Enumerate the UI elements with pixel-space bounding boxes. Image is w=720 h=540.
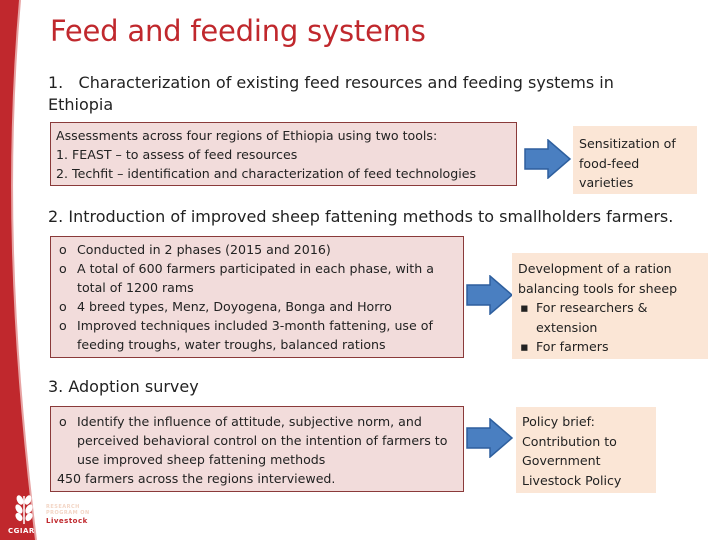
section2-arrow-icon [466,275,514,315]
section1-box-intro: Assessments across four regions of Ethiopia using two tools: [56,128,438,143]
list-item: o A total of 600 farmers participated in each phase, with a total of 1200 rams [57,259,457,297]
cgiar-label: CGIAR [8,527,35,535]
program-line2: PROGRAM ON [46,510,90,516]
section2-heading: 2. Introduction of improved sheep fattening methods to smallholders farmers. [48,207,674,226]
program-line1: RESEARCH [46,504,80,510]
page-title: Feed and feeding systems [50,14,426,48]
section1-outcome [573,126,697,194]
list-item: ▪ For farmers [518,337,702,357]
section1-number: 1. [48,73,64,92]
list-item: o Identify the influence of attitude, subjective norm, and perceived behavioral control on the intention of farmers to use improved sheep fattening methods [57,412,457,469]
list-item: o Improved techniques included 3-month fattening, use of feeding troughs, water troughs, balanced rations [57,316,457,354]
section1-arrow-icon [524,139,572,179]
section2-outcome-list [518,298,702,357]
program-name: Livestock [46,517,88,525]
section3-arrow-icon [466,418,514,458]
section2-outcome-intro: Development of a ration balancing tools for sheep [518,261,678,296]
section3-outcome-text: Policy brief: Contribution to Government Livestock Policy [522,414,622,488]
section1-heading [48,72,648,116]
section3-list [57,412,457,469]
section1-box-item-1: 1. FEAST – to assess of feed resources [56,147,298,162]
wheat-icon [6,490,46,526]
list-item: o Conducted in 2 phases (2015 and 2016) [57,240,457,259]
list-item: o 4 breed types, Menz, Doyogena, Bonga and Horro [57,297,457,316]
section2-list [57,240,457,354]
cgiar-livestock-logo [2,488,94,540]
section2-outcome [512,253,708,359]
section3-heading: 3. Adoption survey [48,377,199,396]
section2-box [50,236,464,358]
section3-outcome [516,407,656,493]
section3-box-note: 450 farmers across the regions interviewed. [57,471,336,486]
section3-box [50,406,464,492]
section1-box [50,122,517,186]
section1-box-item-2: 2. Techfit – identification and characterization of feed technologies [56,166,477,181]
section1-heading-text: Characterization of existing feed resources and feeding systems in Ethiopia [48,73,614,114]
list-item: ▪ For researchers & extension [518,298,702,337]
section1-outcome-text: Sensitization of food-feed varieties [579,136,676,190]
